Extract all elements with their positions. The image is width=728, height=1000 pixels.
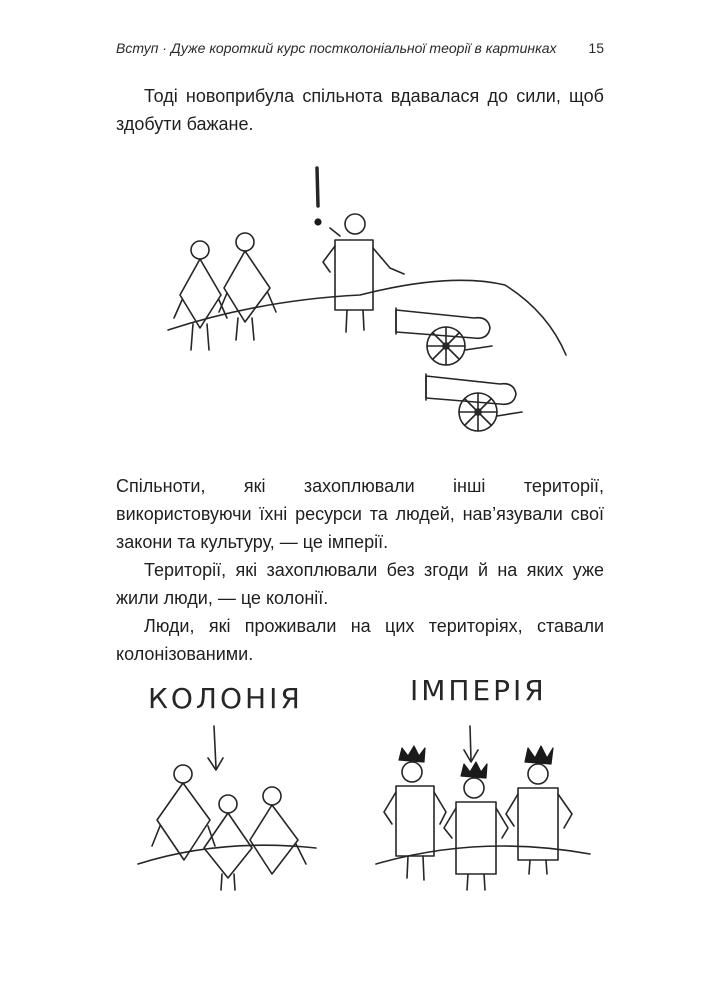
exclamation-stroke bbox=[317, 168, 318, 206]
colony-label: КОЛОНІЯ bbox=[148, 682, 303, 715]
running-title: Вступ · Дуже короткий курс постколоніальної теорії в картинках bbox=[116, 40, 557, 56]
paragraph-colonized: Люди, які проживали на цих територіях, ставали колонізованими. bbox=[116, 616, 604, 664]
empire-figure-3 bbox=[506, 746, 572, 874]
crown-icon bbox=[461, 762, 487, 778]
crown-icon bbox=[399, 746, 425, 762]
illustration-arrival bbox=[0, 150, 728, 450]
page-header bbox=[116, 40, 604, 64]
colonizer-figure bbox=[323, 214, 404, 332]
paragraph-empires: Спільноти, які захоплювали інші території, використовуючи їхні ресурси та людей, нав’язували свої закони та культуру, — це імперії. bbox=[116, 476, 604, 552]
paragraph-arrival-force: Тоді новоприбула спільнота вдавалася до сили, щоб здобути бажане. bbox=[116, 86, 604, 134]
native-figure-1 bbox=[174, 241, 227, 350]
colony-arrow-shaft bbox=[214, 726, 216, 768]
colony-figure-3 bbox=[250, 787, 306, 874]
empire-figure-2 bbox=[444, 762, 508, 890]
crown-icon bbox=[525, 746, 553, 764]
exclamation-dot bbox=[315, 219, 321, 225]
cannon-2 bbox=[426, 374, 522, 431]
colony-hill bbox=[138, 845, 316, 864]
empire-arrow-shaft bbox=[470, 726, 471, 760]
paragraph-colonies: Території, які захоплювали без згоди й на яких уже жили люди, — це колонії. bbox=[116, 560, 604, 608]
colony-figure-2 bbox=[204, 795, 252, 890]
illustration-colony-empire bbox=[0, 668, 728, 898]
exclamation-mark: ! bbox=[310, 234, 311, 235]
empire-label: ІМПЕРІЯ bbox=[410, 674, 547, 707]
cannon-1 bbox=[396, 308, 492, 365]
native-figure-2 bbox=[219, 233, 276, 340]
page-number: 15 bbox=[588, 40, 604, 56]
